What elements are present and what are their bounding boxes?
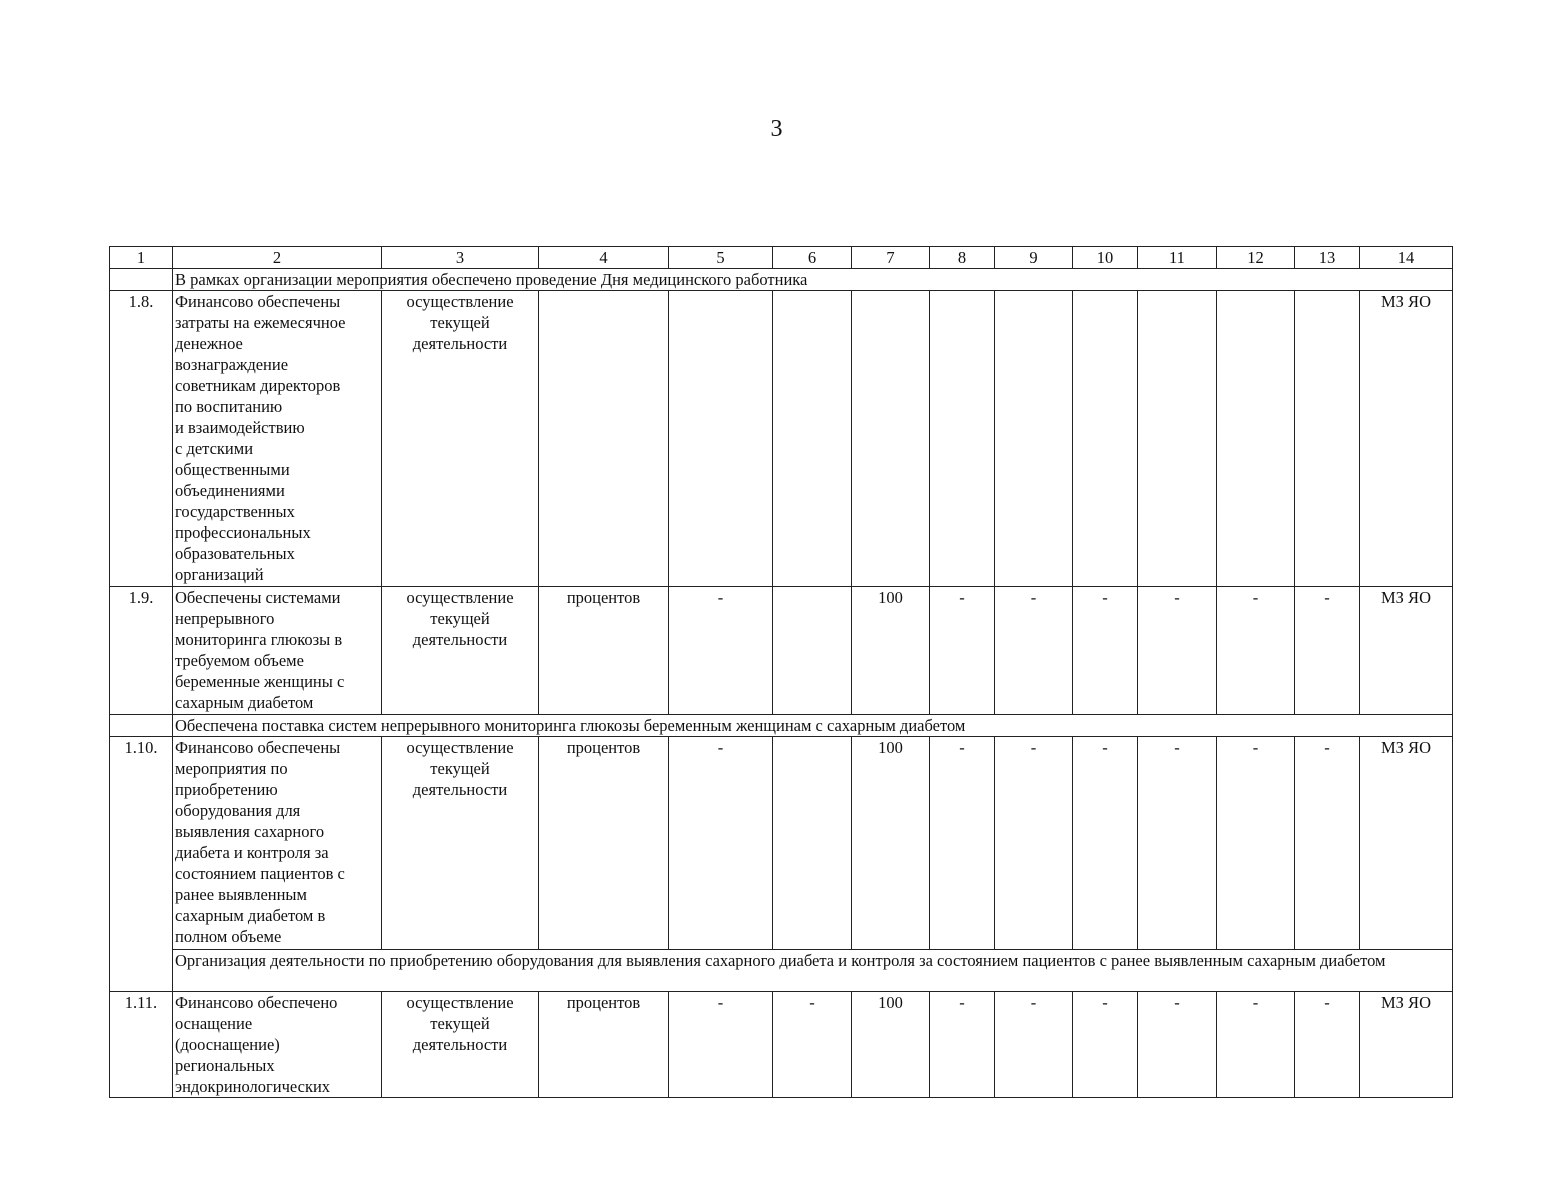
section-note: Обеспечена поставка систем непрерывного мониторинга глюкозы беременным женщинам с сахарным диабетом [173,715,1453,737]
row-number: 1.10. [110,737,173,992]
row-value-col12 [1217,291,1295,587]
row-value-col5: - [669,992,773,1098]
row-number: 1.8. [110,291,173,587]
row-value-col8: - [930,992,995,1098]
row-value-col11 [1138,291,1217,587]
row-number: 1.9. [110,587,173,715]
row-value-col7: 100 [852,992,930,1098]
row-value-col13: - [1295,587,1360,715]
row-responsible: МЗ ЯО [1360,291,1453,587]
row-value-col13: - [1295,992,1360,1098]
row-value-col7 [852,291,930,587]
row-value-col8: - [930,587,995,715]
row-unit: процентов [539,587,669,715]
header-cell: 5 [669,247,773,269]
section-note-row [110,950,1453,992]
row-value-col12: - [1217,587,1295,715]
row-responsible: МЗ ЯО [1360,992,1453,1098]
row-value-col13: - [1295,737,1360,950]
section-note-row [110,715,1453,737]
row-value-col11: - [1138,737,1217,950]
row-value-col9: - [995,992,1073,1098]
row-description: Финансово обеспечены мероприятия по приобретению оборудования для выявления сахарного диабета и контроля за состоянием пациентов с ранее выявленным сахарным диабетом в полном объеме [173,737,382,950]
header-cell: 4 [539,247,669,269]
row-unit: процентов [539,737,669,950]
row-value-col11: - [1138,587,1217,715]
row-description: Финансово обеспечены затраты на ежемесячное денежное вознаграждение советникам директоров по воспитанию и взаимодействию с детскими общественными объединениями государственных профессиональных образовательных организаций [173,291,382,587]
table-header-row [110,247,1453,269]
row-responsible: МЗ ЯО [1360,587,1453,715]
row-number: 1.11. [110,992,173,1098]
row-type: осуществление текущей деятельности [382,992,539,1098]
row-value-col6 [773,587,852,715]
row-type: осуществление текущей деятельности [382,737,539,950]
row-value-col11: - [1138,992,1217,1098]
empty-cell [110,269,173,291]
row-value-col5: - [669,737,773,950]
header-cell: 12 [1217,247,1295,269]
section-note-row [110,269,1453,291]
row-value-col8: - [930,737,995,950]
table-row-1-11 [110,992,1453,1098]
empty-cell [110,715,173,737]
header-cell: 6 [773,247,852,269]
table-row-1-10 [110,737,1453,950]
row-value-col7: 100 [852,737,930,950]
row-type: осуществление текущей деятельности [382,291,539,587]
header-cell: 9 [995,247,1073,269]
row-description: Обеспечены системами непрерывного мониторинга глюкозы в требуемом объеме беременные женщины с сахарным диабетом [173,587,382,715]
row-value-col9 [995,291,1073,587]
header-cell: 8 [930,247,995,269]
header-cell: 11 [1138,247,1217,269]
row-value-col12: - [1217,992,1295,1098]
row-value-col13 [1295,291,1360,587]
plan-table [109,246,1453,1098]
row-value-col12: - [1217,737,1295,950]
row-type: осуществление текущей деятельности [382,587,539,715]
row-value-col9: - [995,587,1073,715]
header-cell: 14 [1360,247,1453,269]
section-note: Организация деятельности по приобретению оборудования для выявления сахарного диабета и контроля за состоянием пациентов с ранее выявленным сахарным диабетом [173,950,1453,992]
row-value-col10: - [1073,737,1138,950]
row-value-col7: 100 [852,587,930,715]
row-responsible: МЗ ЯО [1360,737,1453,950]
row-value-col10: - [1073,992,1138,1098]
row-value-col6: - [773,992,852,1098]
table-row-1-8 [110,291,1453,587]
row-value-col9: - [995,737,1073,950]
row-value-col10 [1073,291,1138,587]
table-row-1-9 [110,587,1453,715]
header-cell: 13 [1295,247,1360,269]
row-unit [539,291,669,587]
header-cell: 1 [110,247,173,269]
row-value-col8 [930,291,995,587]
row-value-col10: - [1073,587,1138,715]
row-value-col6 [773,291,852,587]
header-cell: 10 [1073,247,1138,269]
header-cell: 2 [173,247,382,269]
row-unit: процентов [539,992,669,1098]
row-value-col5 [669,291,773,587]
row-value-col6 [773,737,852,950]
header-cell: 7 [852,247,930,269]
row-description: Финансово обеспечено оснащение (дооснащение) региональных эндокринологических [173,992,382,1098]
page-number: 3 [770,116,783,142]
row-value-col5: - [669,587,773,715]
header-cell: 3 [382,247,539,269]
section-note: В рамках организации мероприятия обеспечено проведение Дня медицинского работника [173,269,1453,291]
